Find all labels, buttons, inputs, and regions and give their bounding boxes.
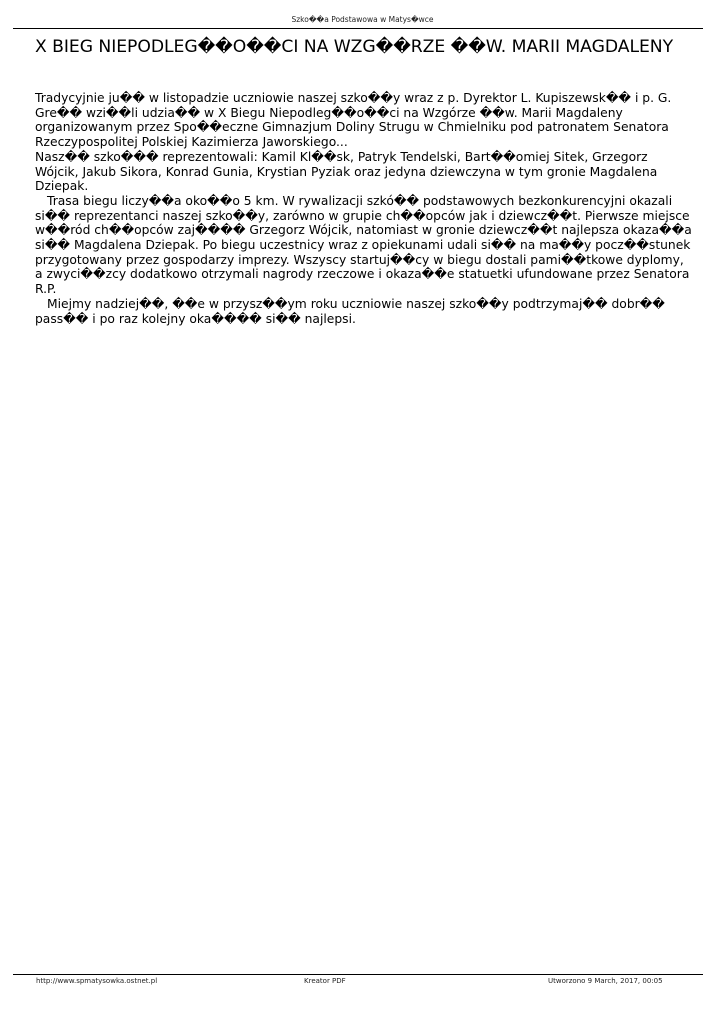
footer-url: http://www.spmatysowka.ostnet.pl xyxy=(36,977,158,985)
site-header: Szko��a Podstawowa w Matys�wce xyxy=(291,15,434,24)
footer-timestamp: Utworzono 9 March, 2017, 00:05 xyxy=(548,977,663,985)
header-divider xyxy=(13,28,703,29)
footer-generator: Kreator PDF xyxy=(304,977,346,985)
article-paragraph: Tradycyjnie ju�� w listopadzie uczniowie naszej szko��y wraz z p. Dyrektor L. Kupiszewsk�� i p. G. Gre�� wzi��li udzia�� w X Biegu Niepodleg��o��ci na Wzgórze ��w. Marii Magdaleny organizowanym przez Spo��eczne Gimnazjum Doliny Strugu w Chmielniku pod patronatem Senatora Rzeczypospolitej Polskiej Kazimierza Jaworskiego... xyxy=(35,91,672,150)
article-title: X BIEG NIEPODLEG��O��CI NA WZG��RZE ��W. MARII MAGDALENY xyxy=(35,37,674,57)
article-paragraph: Nasz�� szko��� reprezentowali: Kamil Kl��sk, Patryk Tendelski, Bart��omiej Sitek, Grzegorz Wójcik, Jakub Sikora, Konrad Gunia, Krystian Pyziak oraz jedyna dziewczyna w tym gronie Magdalena Dziepak. xyxy=(35,149,658,194)
article-paragraph: Trasa biegu liczy��a oko��o 5 km. W rywalizacji szkó�� podstawowych bezkonkurencyjni okazali si�� reprezentanci naszej szko��y, zarówno w grupie ch��opców jak i dziewcz��t. Pierwsze miejsce w��ród ch��opców zaj���� Grzegorz Wójcik, natomiast w gronie dziewcz��t najlepsza okaza��a si�� Magdalena Dziepak. Po biegu uczestnicy wraz z opiekunami udali si�� na ma��y pocz��stunek przygotowany przez gospodarzy imprezy. Wszyscy startuj��cy w biegu dostali pami��tkowe dyplomy, a zwyci��zcy dodatkowo otrzymali nagrody rzeczowe i okaza��e statuetki ufundowane przez Senatora R.P. xyxy=(35,193,692,297)
article-body xyxy=(35,91,695,326)
footer-divider xyxy=(13,974,703,975)
article-paragraph: Miejmy nadziej��, ��e w przysz��ym roku uczniowie naszej szko��y podtrzymaj�� dobr�� pass�� i po raz kolejny oka���� si�� najlepsi. xyxy=(35,296,665,326)
